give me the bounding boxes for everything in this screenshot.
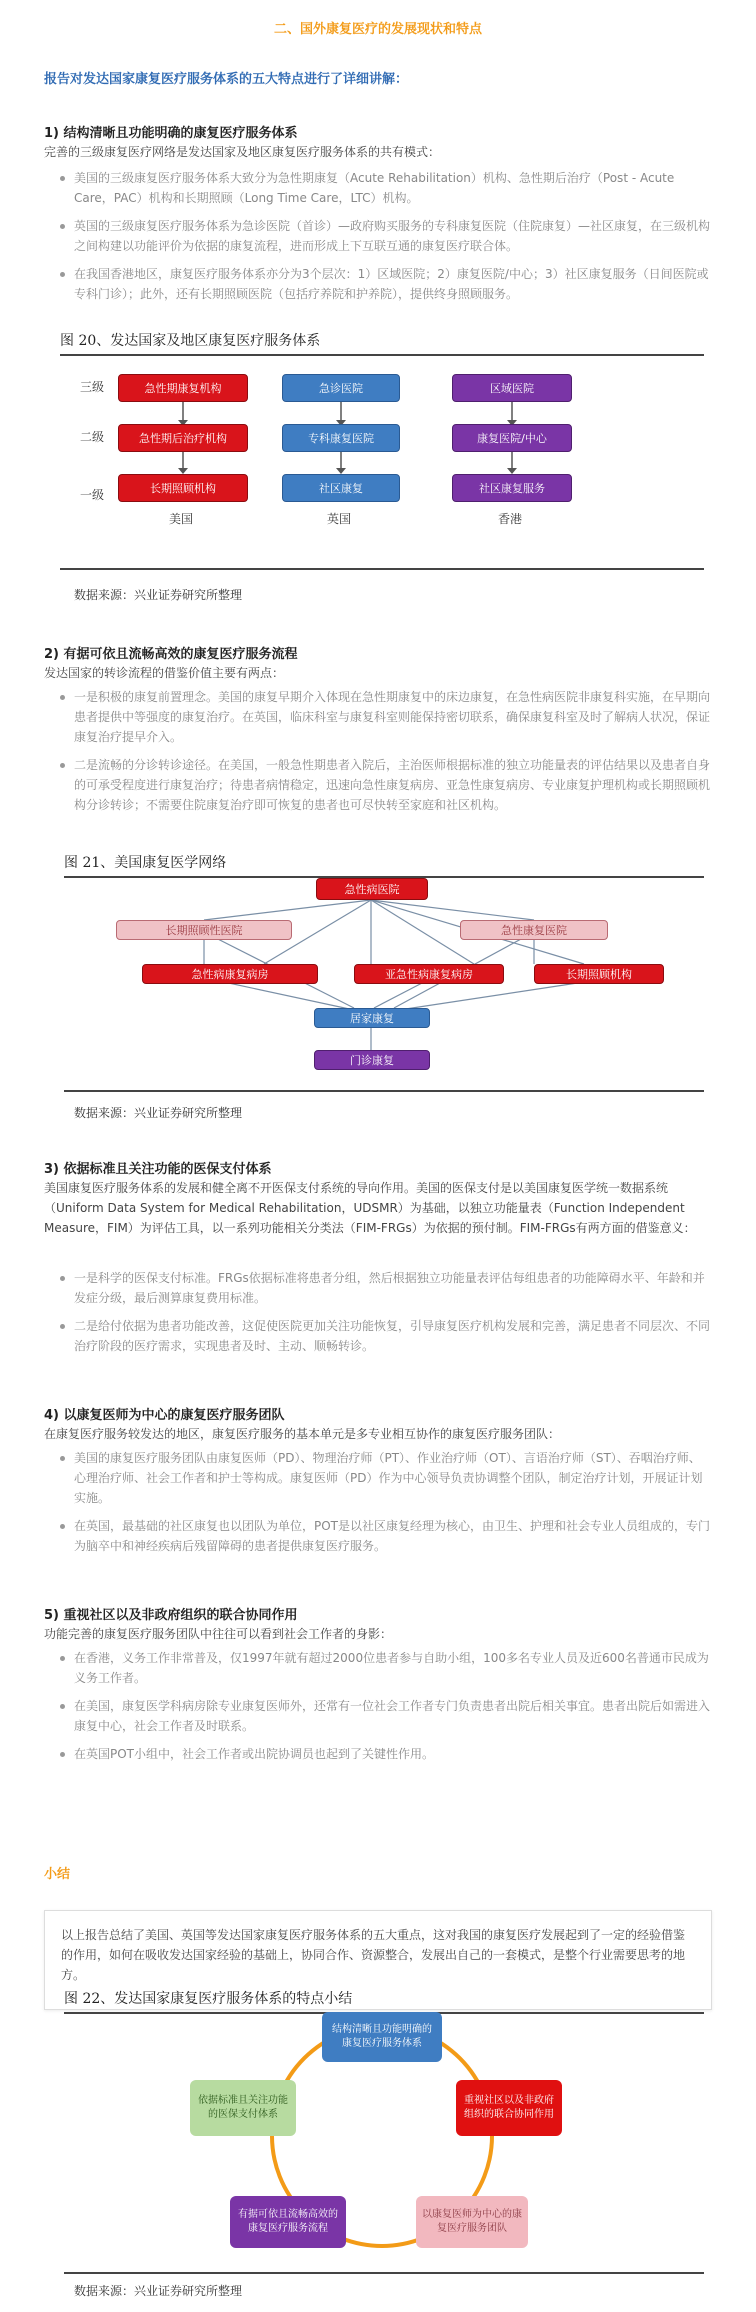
section4-heading: 4) 以康复医师为中心的康复医疗服务团队 (44, 1408, 285, 1423)
page-title: 二、国外康复医疗的发展现状和特点 (273, 22, 482, 37)
section2-bullets (60, 687, 712, 823)
list-item: 英国的三级康复医疗服务体系为急诊医院（首诊）—政府购买服务的专科康复医院（住院康复）—社区康复，在三级机构之间构建以功能评价为依据的康复流程，进而形成上下互联互通的康复医疗联合体。 (60, 216, 712, 256)
fig22-bottom-rule (64, 2272, 704, 2274)
longterm-care: 长期照顾机构 (534, 964, 664, 984)
section5-intro: 功能完善的康复医疗服务团队中往往可以看到社会工作者的身影： (44, 1627, 393, 1641)
acute-rehab-hospital: 急性康复医院 (460, 920, 608, 940)
uk-level1: 社区康复 (282, 474, 400, 502)
hk-level1: 社区康复服务 (452, 474, 572, 502)
section3-heading: 3) 依据标准且关注功能的医保支付体系 (44, 1162, 272, 1177)
col-uk: 英国 (327, 512, 352, 526)
section5-heading: 5) 重视社区以及非政府组织的联合协同作用 (44, 1608, 298, 1623)
lead-text: 报告对发达国家康复医疗服务体系的五大特点进行了详细讲解： (44, 72, 409, 87)
acute-hospital: 急性病医院 (316, 878, 428, 900)
list-item: 美国的康复医疗服务团队由康复医师（PD）、物理治疗师（PT）、作业治疗师（OT）、言语治疗师（ST）、吞咽治疗师、心理治疗师、社会工作者和护士等构成。康复医师（PD）作为中心领导负责协调整个团队，制定治疗计划，开展证计划实施。 (60, 1448, 712, 1508)
summary-label: 小结 (44, 1867, 71, 1882)
fig22-node-community: 重视社区以及非政府组织的联合协同作用 (456, 2080, 562, 2136)
list-item: 一是积极的康复前置理念。美国的康复早期介入体现在急性期康复中的床边康复，在急性病医院非康复科实施，在早期向患者提供中等强度的康复治疗。在英国，临床科室与康复科室则能保持密切联系，确保康复科室及时了解病人状况，保证康复治疗提早介入。 (60, 687, 712, 747)
fig22-node-team: 以康复医师为中心的康复医疗服务团队 (416, 2196, 528, 2248)
uk-level2: 专科康复医院 (282, 424, 400, 452)
section4-intro: 在康复医疗服务较发达的地区，康复医疗服务的基本单元是多专业相互协作的康复医疗服务团队： (44, 1427, 561, 1441)
fig22-source: 数据来源：兴业证券研究所整理 (74, 2284, 243, 2298)
section3-bullets (60, 1268, 712, 1364)
list-item: 二是给付依据为患者功能改善，这促使医院更加关注功能恢复，引导康复医疗机构发展和完善，满足患者不同层次、不同治疗阶段的医疗需求，实现患者及时、主动、顺畅转诊。 (60, 1316, 712, 1356)
subacute-rehab-ward: 亚急性病康复病房 (354, 964, 504, 984)
section1-bullets (60, 168, 712, 312)
us-level2: 急性期后治疗机构 (118, 424, 248, 452)
fig20-rule (60, 354, 704, 356)
fig22-diagram (64, 2010, 704, 2272)
list-item: 一是科学的医保支付标准。FRGs依据标准将患者分组，然后根据独立功能量表评估每组患者的功能障碍水平、年龄和并发症分级，最后测算康复费用标准。 (60, 1268, 712, 1308)
list-item: 在香港，义务工作非常普及，仅1997年就有超过2000位患者参与自助小组，100多名专业人员及近600名普通市民成为义务工作者。 (60, 1648, 712, 1688)
home-rehab: 居家康复 (314, 1008, 430, 1028)
level-1: 一级 (80, 488, 105, 502)
uk-level3: 急诊医院 (282, 374, 400, 402)
list-item: 二是流畅的分诊转诊途径。在美国，一般急性期患者入院后，主治医师根据标准的独立功能量表的评估结果以及患者自身的可承受程度进行康复治疗；待患者病情稳定，迅速向急性康复病房、亚急性康复病房、专业康复护理机构或长期照顾机构分诊转诊；不需要住院康复治疗即可恢复的患者也可尽快转至家庭和社区机构。 (60, 755, 712, 815)
section3-intro: 美国康复医疗服务体系的发展和健全离不开医保支付系统的导向作用。美国的医保支付是以美国康复医学统一数据系统（Uniform Data System for Medical Rehabilitation，UDSMR）为基础，以独立功能量表（Function Independent Measure，FIM）为评估工具，以一系列功能相关分类法（FIM-FRGs）为依据的预付制。FIM-FRGs有两方面的借鉴意义： (44, 1181, 696, 1235)
fig21-title: 图 21、美国康复医学网络 (64, 855, 227, 871)
ltc-hospital: 长期照顾性医院 (116, 920, 292, 940)
level-2: 二级 (80, 430, 105, 444)
section1-intro: 完善的三级康复医疗网络是发达国家及地区康复医疗服务体系的共有模式： (44, 145, 441, 159)
fig22-node-process: 有据可依且流畅高效的康复医疗服务流程 (230, 2196, 346, 2248)
col-us: 美国 (169, 512, 194, 526)
hk-level2: 康复医院/中心 (452, 424, 572, 452)
list-item: 在我国香港地区，康复医疗服务体系亦分为3个层次：1）区域医院；2）康复医院/中心；3）社区康复服务（日间医院或专科门诊）；此外，还有长期照顾医院（包括疗养院和护养院），提供终身照顾服务。 (60, 264, 712, 304)
fig20-diagram (60, 358, 704, 573)
fig22-node-structure: 结构清晰且功能明确的康复医疗服务体系 (322, 2012, 442, 2062)
section1-heading: 1) 结构清晰且功能明确的康复医疗服务体系 (44, 126, 298, 141)
list-item: 在英国POT小组中，社会工作者或出院协调员也起到了关键性作用。 (60, 1744, 712, 1764)
fig21-source: 数据来源：兴业证券研究所整理 (74, 1106, 243, 1120)
us-level3: 急性期康复机构 (118, 374, 248, 402)
outpatient-rehab: 门诊康复 (314, 1050, 430, 1070)
fig20-source: 数据来源：兴业证券研究所整理 (74, 588, 243, 602)
fig20 (60, 330, 704, 356)
fig21-bottom-rule (64, 1090, 704, 1092)
list-item: 在美国，康复医学科病房除专业康复医师外，还常有一位社会工作者专门负责患者出院后相关事宜。患者出院后如需进入康复中心，社会工作者及时联系。 (60, 1696, 712, 1736)
list-item: 美国的三级康复医疗服务体系大致分为急性期康复（Acute Rehabilitation）机构、急性期后治疗（Post - Acute Care，PAC）机构和长期照顾（Long Time Care，LTC）机构。 (60, 168, 712, 208)
section2-intro: 发达国家的转诊流程的借鉴价值主要有两点： (44, 666, 285, 680)
section5-bullets (60, 1648, 712, 1772)
fig21-diagram (64, 874, 704, 1088)
hk-level3: 区域医院 (452, 374, 572, 402)
list-item: 在英国，最基础的社区康复也以团队为单位，POT是以社区康复经理为核心，由卫生、护理和社会专业人员组成的，专门为脑卒中和神经疾病后残留障碍的患者提供康复医疗服务。 (60, 1516, 712, 1556)
fig22-title: 图 22、发达国家康复医疗服务体系的特点小结 (64, 1991, 353, 2007)
us-level1: 长期照顾机构 (118, 474, 248, 502)
level-3: 三级 (80, 380, 105, 394)
section2-heading: 2) 有据可依且流畅高效的康复医疗服务流程 (44, 647, 298, 662)
summary-box: 以上报告总结了美国、英国等发达国家康复医疗服务体系的五大重点，这对我国的康复医疗发展起到了一定的经验借鉴的作用，如何在吸收发达国家经验的基础上，协同合作、资源整合，发展出自己的一套模式，是整个行业需要思考的地方。 (44, 1910, 712, 2010)
fig22-node-payment: 依据标准且关注功能的医保支付体系 (190, 2080, 296, 2136)
fig20-title: 图 20、发达国家及地区康复医疗服务体系 (60, 333, 321, 349)
section4-bullets (60, 1448, 712, 1564)
fig20-bottom-rule (60, 568, 704, 570)
col-hk: 香港 (498, 512, 523, 526)
acute-rehab-ward: 急性病康复病房 (142, 964, 318, 984)
